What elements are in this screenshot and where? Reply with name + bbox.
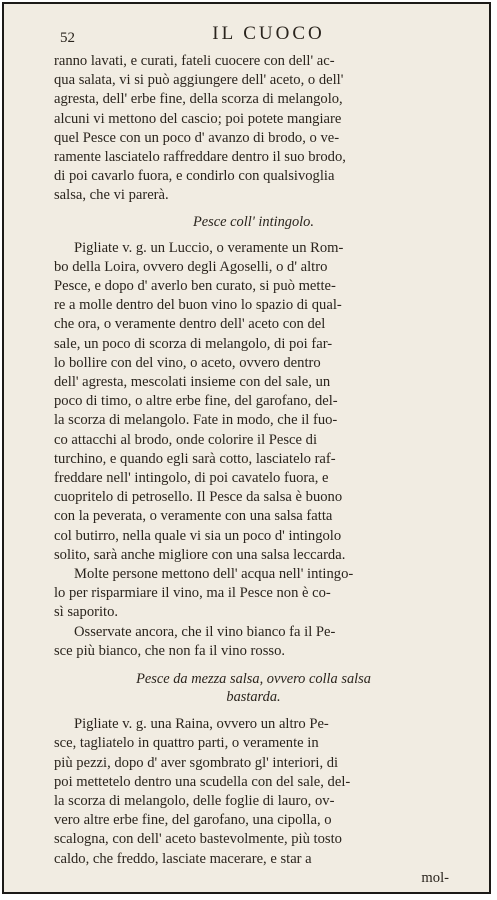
text-line: alcuni vi mettono del cascio; poi potete mangiare: [54, 110, 342, 127]
text-line: Pigliate v. g. un Luccio, o veramente un Rom-: [74, 239, 344, 256]
text-line: sale, un poco di scorza di melangolo, di poi far-: [54, 335, 333, 352]
text-line: turchino, e quando egli sarà cotto, lasciatelo raf-: [54, 450, 336, 467]
note-paragraph: [54, 565, 453, 623]
text-line: sce, tagliatelo in quattro parti, o veramente in: [54, 735, 319, 752]
text-line: caldo, che freddo, lasciate macerare, e star a: [54, 850, 312, 867]
book-page: [4, 4, 489, 892]
text-line: Pesce, e dopo d' averlo ben curato, si può mette-: [54, 278, 336, 295]
text-line: re a molle dentro del buon vino lo spazio di qual-: [54, 297, 342, 314]
text-line: quel Pesce con un poco d' avanzo di brodo, o ve-: [54, 129, 340, 146]
text-line: salsa, che vi parerà.: [54, 187, 169, 204]
section-heading-line: Pesce da mezza salsa, ovvero colla salsa: [136, 671, 371, 688]
text-line: con la peverata, o veramente con una salsa fatta: [54, 508, 333, 525]
text-line: agresta, dell' erbe fine, della scorza di melangolo,: [54, 91, 343, 108]
running-title: IL CUOCO: [212, 23, 325, 44]
text-line: co attacchi al brodo, onde colorire il Pesce di: [54, 431, 317, 448]
section-heading-line: bastarda.: [226, 689, 281, 706]
text-line: ranno lavati, e curati, fateli cuocere con dell' ac-: [54, 53, 335, 69]
text-line: sce più bianco, che non fa il vino rosso.: [54, 642, 286, 659]
note-paragraph: [54, 623, 453, 661]
text-line: sì saporito.: [54, 604, 119, 621]
text-line: che ora, o veramente dentro dell' aceto con del: [54, 316, 326, 333]
text-line: cuopritelo di petrosello. Il Pesce da salsa è buono: [54, 489, 343, 506]
text-line: lo per risparmiare il vino, ma il Pesce non è co-: [54, 585, 331, 602]
text-line: lo bollire con del vino, o aceto, ovvero dentro: [54, 354, 321, 371]
text-line: col butirro, nella quale vi sia un poco d' intingolo: [54, 527, 342, 544]
text-line: poi mettetelo dentro una scudella con del sale, del-: [54, 773, 351, 790]
page-number: 52: [60, 30, 75, 46]
text-line: Pigliate v. g. una Raina, ovvero un altro Pe-: [74, 716, 329, 733]
text-line: solito, sarà anche migliore con una salsa leccarda.: [54, 546, 346, 563]
text-line: freddare nell' intingolo, di poi cavatelo fuora, e: [54, 470, 329, 487]
text-line: qua salata, vi si può aggiungere dell' aceto, o dell': [54, 72, 344, 89]
page-frame: [2, 2, 491, 894]
text-line: più pezzi, dopo d' aver sgombrato gl' interiori, di: [54, 754, 339, 771]
text-line: Osservate ancora, che il vino bianco fa il Pe-: [74, 623, 336, 640]
text-line: Molte persone mettono dell' acqua nell' intingo-: [74, 566, 354, 583]
recipe-paragraph: [54, 239, 453, 565]
text-line: di poi cavarlo fuora, e condirlo con qualsivoglia: [54, 168, 335, 185]
text-line: vero altre erbe fine, del garofano, una cipolla, o: [54, 812, 332, 829]
text-line: dell' agresta, mescolati insieme con del sale, un: [54, 374, 331, 391]
page-header: [54, 24, 453, 50]
text-line: ramente lasciatelo raffreddare dentro il suo brodo,: [54, 149, 346, 166]
text-line: la scorza di melangolo, delle foglie di lauro, ov-: [54, 792, 335, 809]
catchword: mol-: [421, 869, 449, 886]
recipe-paragraph: [54, 715, 453, 869]
intro-paragraph: [54, 52, 453, 206]
section-heading: [54, 670, 453, 706]
text-line: la scorza di melangolo. Fate in modo, che il fuo-: [54, 412, 338, 429]
section-heading: Pesce coll' intingolo.: [193, 213, 314, 230]
text-line: bo della Loira, ovvero degli Agoselli, o d' altro: [54, 258, 328, 275]
text-line: scalogna, con dell' aceto bastevolmente, più tosto: [54, 831, 342, 848]
text-line: poco di timo, o altre erbe fine, del garofano, del-: [54, 393, 338, 410]
